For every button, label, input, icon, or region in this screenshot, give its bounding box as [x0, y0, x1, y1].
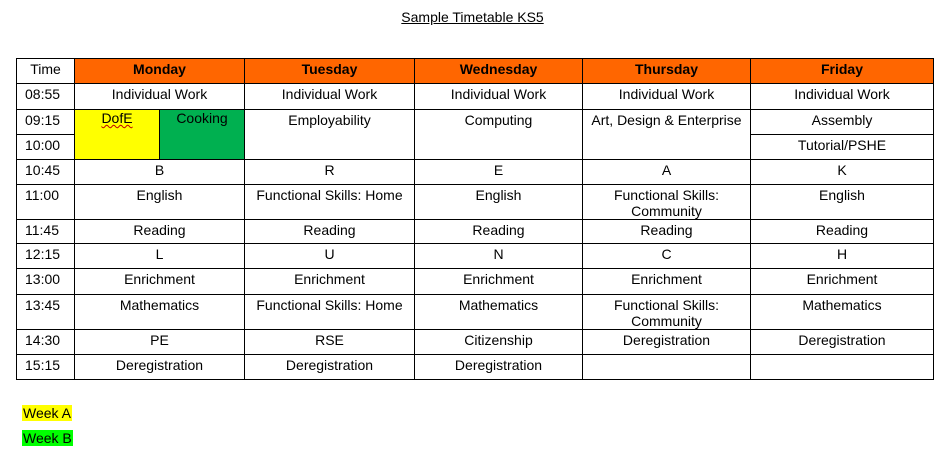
lesson-cell: Deregistration: [245, 355, 415, 380]
day-header-wednesday: Wednesday: [415, 59, 583, 84]
day-header-tuesday: Tuesday: [245, 59, 415, 84]
lesson-cell: Employability: [245, 110, 415, 160]
lesson-cell: Computing: [415, 110, 583, 160]
lesson-cell: L: [75, 244, 245, 269]
lesson-cell: [751, 355, 934, 380]
lesson-cell: Enrichment: [245, 269, 415, 295]
time-cell: 09:15: [17, 110, 75, 135]
lesson-cell: Individual Work: [75, 84, 245, 110]
day-header-thursday: Thursday: [583, 59, 751, 84]
lesson-cell: Deregistration: [583, 330, 751, 355]
lesson-cell: Mathematics: [751, 295, 934, 330]
dofe-label: DofE: [101, 110, 133, 126]
lesson-cell: Mathematics: [75, 295, 245, 330]
lesson-cell: Citizenship: [415, 330, 583, 355]
lesson-cell: English: [75, 185, 245, 220]
lesson-cell: English: [415, 185, 583, 220]
lesson-cell: Reading: [751, 220, 934, 244]
lesson-cell: Enrichment: [583, 269, 751, 295]
dofe-cell: [75, 110, 160, 160]
table-row: [17, 110, 934, 135]
lesson-cell: English: [751, 185, 934, 220]
time-cell: 10:45: [17, 160, 75, 185]
lesson-cell: Deregistration: [415, 355, 583, 380]
lesson-cell: Mathematics: [415, 295, 583, 330]
lesson-cell: Individual Work: [583, 84, 751, 110]
lesson-cell: U: [245, 244, 415, 269]
lesson-cell: Enrichment: [75, 269, 245, 295]
lesson-cell: Individual Work: [245, 84, 415, 110]
header-row: [17, 59, 934, 84]
lesson-cell: N: [415, 244, 583, 269]
time-cell: 08:55: [17, 84, 75, 110]
lesson-cell: Individual Work: [751, 84, 934, 110]
lesson-cell: Functional Skills: Community: [583, 295, 751, 330]
table-row: [17, 330, 934, 355]
timetable: [16, 58, 934, 380]
table-row: [17, 220, 934, 244]
lesson-cell: Tutorial/PSHE: [751, 135, 934, 160]
legend-week-b: Week B: [23, 430, 72, 446]
time-cell: 11:00: [17, 185, 75, 220]
time-cell: 14:30: [17, 330, 75, 355]
lesson-cell: PE: [75, 330, 245, 355]
lesson-cell: Reading: [245, 220, 415, 244]
lesson-cell: A: [583, 160, 751, 185]
time-cell: 11:45: [17, 220, 75, 244]
lesson-cell: Functional Skills: Community: [583, 185, 751, 220]
table-row: [17, 269, 934, 295]
lesson-cell: Reading: [583, 220, 751, 244]
time-cell: 10:00: [17, 135, 75, 160]
time-cell: 13:00: [17, 269, 75, 295]
table-row: [17, 160, 934, 185]
legend-week-a: Week A: [23, 405, 71, 421]
lesson-cell: RSE: [245, 330, 415, 355]
lesson-cell: E: [415, 160, 583, 185]
time-cell: 15:15: [17, 355, 75, 380]
lesson-cell: Deregistration: [751, 330, 934, 355]
lesson-cell: Art, Design & Enterprise: [583, 110, 751, 160]
lesson-cell: [583, 355, 751, 380]
table-row: [17, 244, 934, 269]
lesson-cell: Assembly: [751, 110, 934, 135]
time-cell: 12:15: [17, 244, 75, 269]
lesson-cell: Enrichment: [415, 269, 583, 295]
time-cell: 13:45: [17, 295, 75, 330]
lesson-cell: B: [75, 160, 245, 185]
lesson-cell: Functional Skills: Home: [245, 295, 415, 330]
lesson-cell: K: [751, 160, 934, 185]
table-row: [17, 355, 934, 380]
cooking-cell: Cooking: [160, 110, 245, 160]
lesson-cell: H: [751, 244, 934, 269]
lesson-cell: Enrichment: [751, 269, 934, 295]
lesson-cell: Reading: [415, 220, 583, 244]
lesson-cell: Functional Skills: Home: [245, 185, 415, 220]
time-header: Time: [17, 59, 75, 84]
day-header-friday: Friday: [751, 59, 934, 84]
lesson-cell: Reading: [75, 220, 245, 244]
day-header-monday: Monday: [75, 59, 245, 84]
table-row: [17, 295, 934, 330]
lesson-cell: Individual Work: [415, 84, 583, 110]
page-title: Sample Timetable KS5: [401, 9, 544, 25]
lesson-cell: Deregistration: [75, 355, 245, 380]
table-row: [17, 84, 934, 110]
table-row: [17, 185, 934, 220]
lesson-cell: C: [583, 244, 751, 269]
lesson-cell: R: [245, 160, 415, 185]
